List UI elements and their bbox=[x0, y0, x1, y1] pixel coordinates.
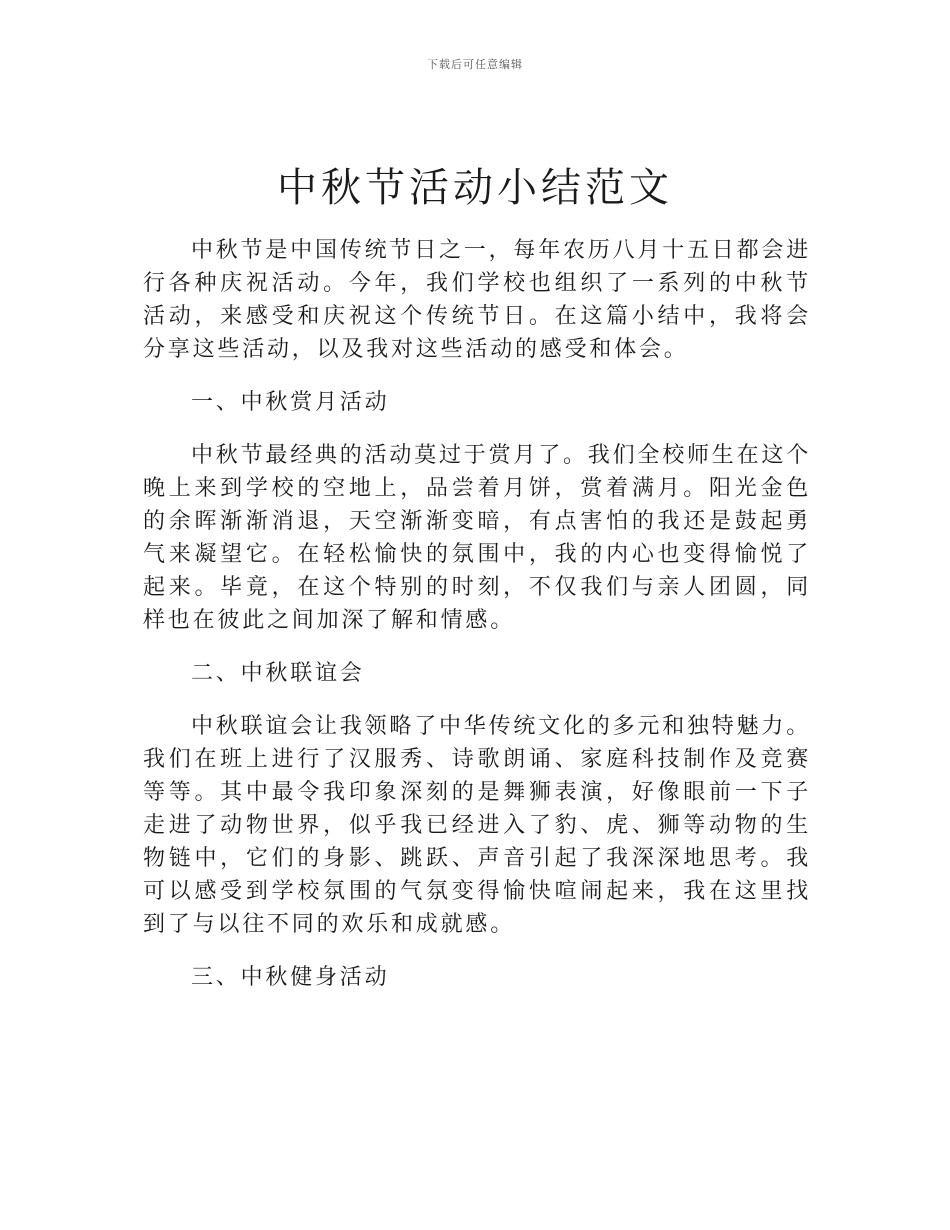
document-body bbox=[143, 234, 811, 1014]
paragraph-intro: 中秋节是中国传统节日之一，每年农历八月十五日都会进行各种庆祝活动。今年，我们学校也组织了一系列的中秋节活动，来感受和庆祝这个传统节日。在这篇小结中，我将会分享这些活动，以及我对这些活动的感受和体会。 bbox=[143, 238, 812, 362]
section-heading-fitness: 三、中秋健身活动 bbox=[191, 965, 390, 990]
document-title: 中秋节活动小结范文 bbox=[277, 165, 673, 211]
section-heading-moon-viewing: 一、中秋赏月活动 bbox=[191, 390, 390, 415]
paragraph-moon-viewing: 中秋节最经典的活动莫过于赏月了。我们全校师生在这个晚上来到学校的空地上，品尝着月饼，赏着满月。阳光金色的余晖渐渐消退，天空渐渐变暗，有点害怕的我还是鼓起勇气来凝望它。在轻松愉快的氛围中，我的内心也变得愉悦了起来。毕竟，在这个特别的时刻，不仅我们与亲人团圆，同样也在彼此之间加深了解和情感。 bbox=[143, 443, 812, 633]
paragraph-gala: 中秋联谊会让我领略了中华传统文化的多元和独特魅力。我们在班上进行了汉服秀、诗歌朗诵、家庭科技制作及竞赛等等。其中最令我印象深刻的是舞狮表演，好像眼前一下子走进了动物世界，似乎我已经进入了豹、虎、狮等动物的生物链中，它们的身影、跳跃、声音引起了我深深地思考。我可以感受到学校氛围的气氛变得愉快喧闹起来，我在这里找到了与以往不同的欢乐和成就感。 bbox=[143, 714, 812, 937]
section-heading-gala: 二、中秋联谊会 bbox=[191, 661, 365, 686]
header-note: 下载后可任意编辑 bbox=[427, 58, 523, 71]
